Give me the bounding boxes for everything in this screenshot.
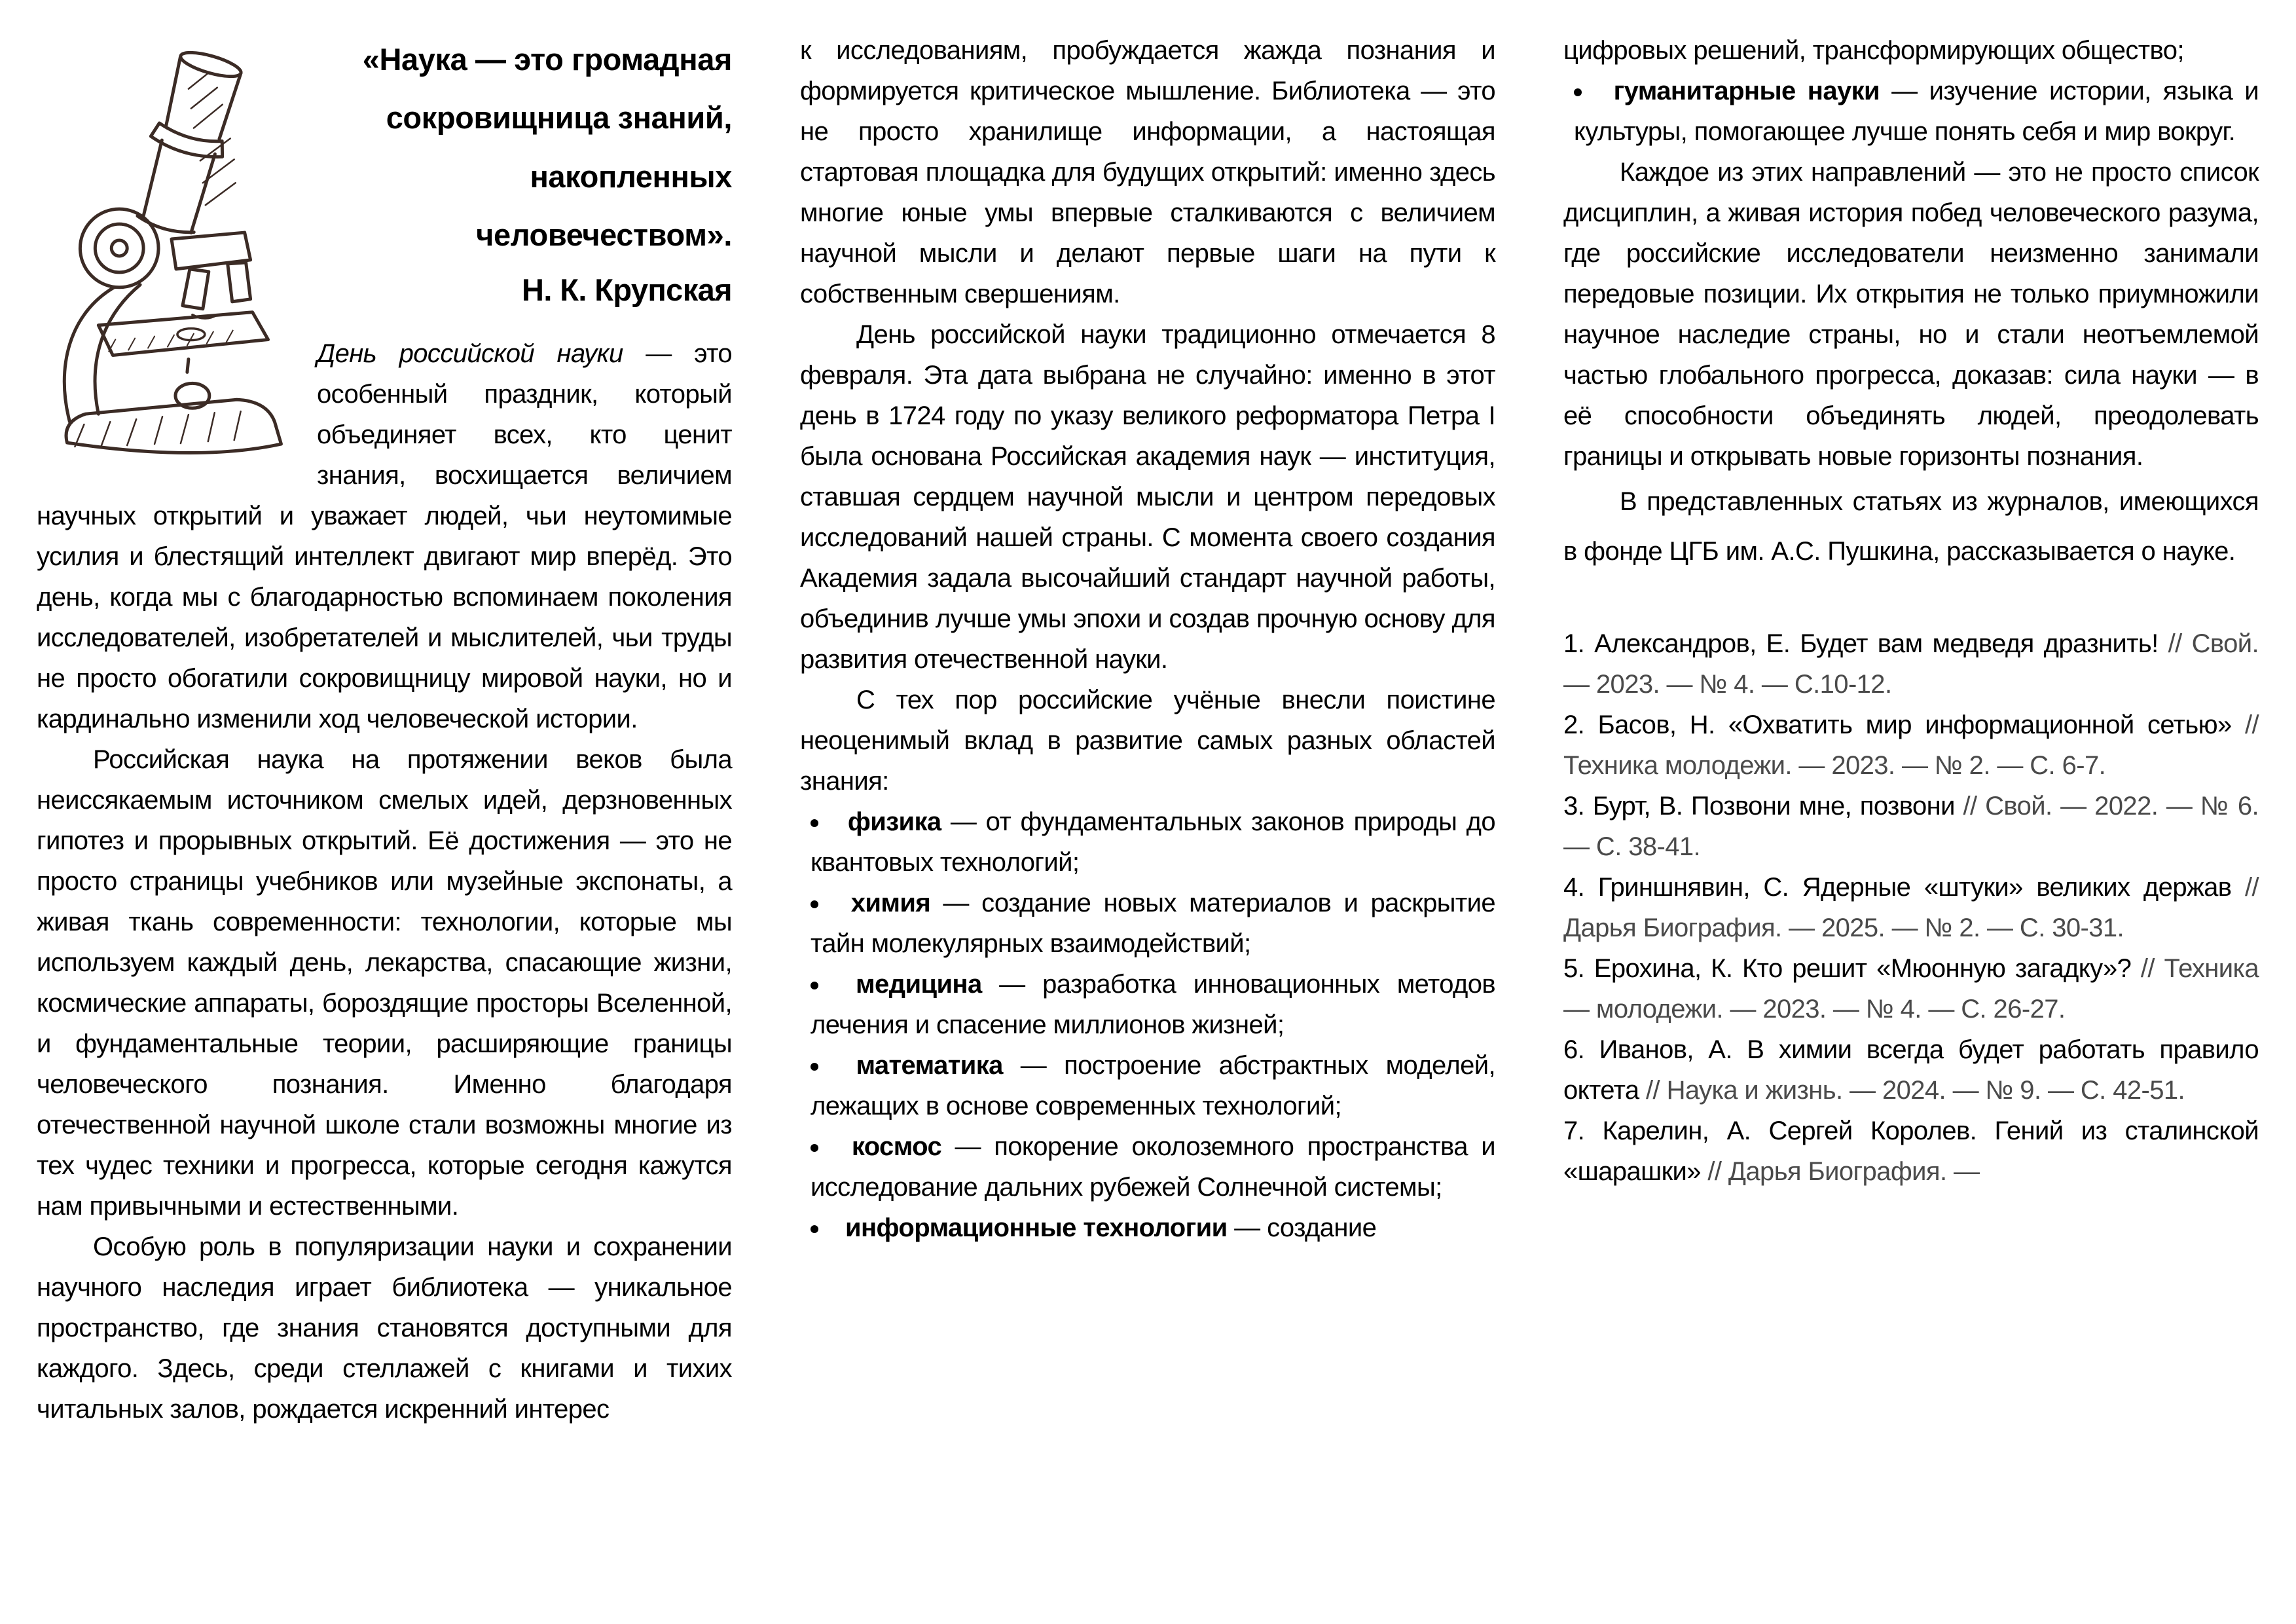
term-space: космос — [851, 1132, 942, 1161]
list-item-it: • информационные технологии — создание — [811, 1208, 1495, 1248]
term-it: информационные технологии — [845, 1213, 1228, 1242]
term-physics: физика — [847, 807, 941, 836]
microscope-illustration — [37, 33, 300, 457]
paragraph-library-continued: к исследованиям, пробуждается жажда познания и формируется критическое мышление. Библиотека — это не просто хранилище информации, а настоящая стартовая площадка для будущих открытий: именно здесь многие юные умы впервые сталкиваются с величием научной мысли и делают первые шаги на пути к собственным свершениям. — [800, 36, 1495, 308]
bibliography-item-4: 4. Гриншнявин, С. Ядерные «штуки» великих держав // Дарья Биография. — 2025. — № 2. — С. 30-31. — [1563, 873, 2259, 942]
paragraph-articles-intro: В представленных статьях из журналов, имеющихся в фонде ЦГБ им. А.С. Пушкина, рассказывается о науке. — [1563, 487, 2259, 566]
paragraph-february-8: День российской науки традиционно отмечается 8 февраля. Эта дата выбрана не случайно: именно в этот день в 1724 году по указу великого реформатора Петра I была основана Российская академия наук — институция, ставшая сердцем научной мысли и центром передовых исследований нашей страны. С момента своего создания Академия задала высочайший стандарт научной работы, объединив лучше умы эпохи и создав прочную основу для развития отечественной науки. — [800, 320, 1495, 674]
column-2 — [800, 30, 1495, 1598]
term-humanities: гуманитарные науки — [1613, 77, 1880, 105]
paragraph-scientists-contribution: С тех пор российские учёные внесли поистине неоценимый вклад в развитие самых разных областей знания: — [800, 686, 1495, 796]
intro-rest: — это особенный праздник, который объединяет всех, кто ценит знания, восхищается величием научных открытий и уважает людей, чьи неутомимые усилия и блестящий интеллект двигают мир вперёд. Это день, когда мы с благодарностью вспоминаем поколения исследователей, изобретателей и мыслителей, чьи труды не просто обогатили сокровищницу мировой науки, но и кардинально изменили ход человеческой истории. — [37, 339, 733, 734]
bibliography-list — [1563, 623, 2259, 1192]
bibliography-item-6: 6. Иванов, А. В химии всегда будет работать правило октета // Наука и жизнь. — 2024. — № 9. — С. 42-51. — [1563, 1035, 2259, 1105]
paragraph-russian-science: Российская наука на протяжении веков была неиссякаемым источником смелых идей, дерзновенных гипотез и прорывных открытий. Её достижения — это не просто страницы учебников или музейные экспонаты, а живая ткань современности: технологии, которые мы используем каждый день, лекарства, спасающие жизни, космические аппараты, бороздящие просторы Вселенной, и фундаментальные теории, расширяющие границы человеческого познания. Именно благодаря отечественной научной школе стали возможны многие из тех чудес техники и прогресса, которые сегодня кажутся нам привычными и естественными. — [37, 745, 732, 1221]
epigraph-author: Н. К. Крупская — [522, 272, 732, 308]
list-item-chemistry: • химия — создание новых материалов и раскрытие тайн молекулярных взаимодействий; — [811, 883, 1495, 964]
term-medicine: медицина — [856, 970, 982, 999]
epigraph-quote: «Наука — это громадная сокровищница знаний, накопленных человечеством». — [362, 42, 732, 252]
bibliography-item-3: 3. Бурт, В. Позвони мне, позвони // Свой. — 2022. — № 6. — С. 38-41. — [1563, 792, 2259, 861]
term-mathematics: математика — [856, 1051, 1003, 1080]
bibliography-item-2: 2. Басов, Н. «Охватить мир информационной сетью» // Техника молодежи. — 2023. — № 2. — С. 6-7. — [1563, 710, 2259, 780]
paragraph-each-direction: Каждое из этих направлений — это не просто список дисциплин, а живая история побед человеческого разума, где российские исследователи неизменно занимали передовые позиции. Их открытия не только приумножили научное наследие страны, но и стали неотъемлемой частью глобального прогресса, доказав: сила науки — в её способности объединять людей, преодолевать границы и открывать новые горизонты познания. — [1563, 158, 2259, 471]
intro-lead: День российской науки — [317, 339, 623, 369]
list-item-medicine: • медицина — разработка инновационных методов лечения и спасение миллионов жизней; — [811, 964, 1495, 1045]
science-fields-list-continued — [1563, 71, 2259, 152]
list-item-it-continued: цифровых решений, трансформирующих общество; — [1563, 36, 2184, 65]
list-item-physics: • физика — от фундаментальных законов природы до квантовых технологий; — [811, 802, 1495, 883]
list-item-mathematics: • математика — построение абстрактных моделей, лежащих в основе современных технологий; — [811, 1045, 1495, 1126]
column-1 — [37, 30, 732, 1598]
paragraph-library-role: Особую роль в популяризации науки и сохранении научного наследия играет библиотека — уникальное пространство, где знания становятся доступными для каждого. Здесь, среди стеллажей с книгами и тихих читальных залов, рождается искренний интерес — [37, 1232, 732, 1424]
bibliography-item-1: 1. Александров, Е. Будет вам медведя дразнить! // Свой. — 2023. — № 4. — С.10-12. — [1563, 629, 2259, 699]
science-fields-list — [800, 802, 1495, 1248]
bibliography-item-7: 7. Карелин, А. Сергей Королев. Гений из сталинской «шарашки» // Дарья Биография. — — [1563, 1116, 2259, 1186]
list-item-humanities: • гуманитарные науки — изучение истории, языка и культуры, помогающее лучше понять себя и мир вокруг. — [1574, 71, 2259, 152]
term-chemistry: химия — [850, 889, 931, 917]
list-item-space: • космос — покорение околоземного пространства и исследование дальних рубежей Солнечной системы; — [811, 1126, 1495, 1208]
bibliography-item-5: 5. Ерохина, К. Кто решит «Мюонную загадку»? // Техника — молодежи. — 2023. — № 4. — С. 26-27. — [1563, 954, 2259, 1024]
column-3 — [1563, 30, 2259, 1598]
